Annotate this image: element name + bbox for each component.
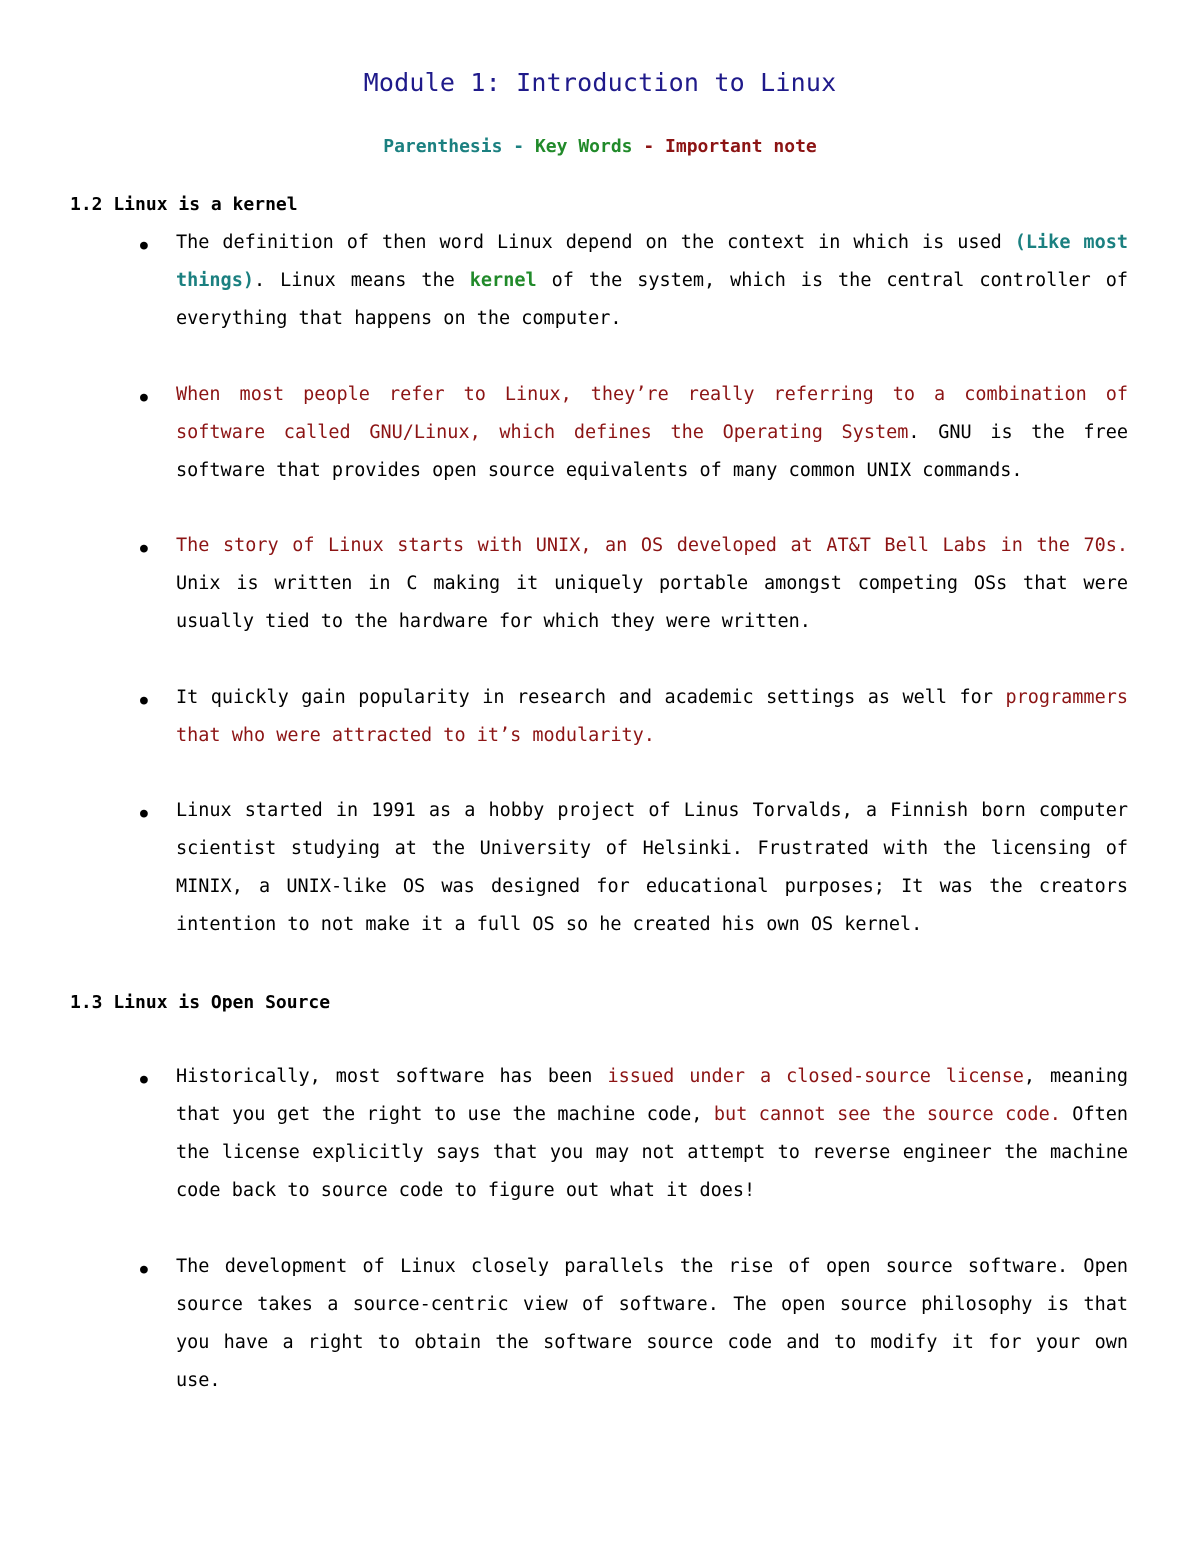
text-run: The development of Linux closely parallels the rise of open source software. Open source takes a source-centric view of software. The open source philosophy is that you have a right to obtain the software source code and to modify it for your own use.: [176, 1256, 1128, 1391]
text-run: . Linux means the: [253, 270, 470, 291]
text-run: Unix is written in C making it uniquely portable amongst competing OSs that were usually tied to the hardware for which they were written.: [176, 573, 1128, 632]
section-heading-1-2: 1.2 Linux is a kernel: [70, 194, 298, 215]
bullet-icon: ●: [140, 390, 148, 405]
text-run: It quickly gain popularity in research and academic settings as well for: [176, 687, 1006, 708]
bullet-icon: ●: [140, 693, 148, 708]
list-item: [176, 376, 1128, 490]
list-item: [176, 527, 1128, 641]
important-note-run: The story of Linux starts with UNIX, an OS developed at AT&T Bell Labs in the 70s.: [176, 535, 1128, 556]
list-item: [176, 1248, 1128, 1400]
legend-separator: -: [632, 136, 666, 157]
text-run: , meaning that you get the right to use the machine code,: [176, 1066, 1128, 1125]
legend-important-note: Important note: [665, 136, 817, 157]
text-run: Historically, most software has been: [176, 1066, 608, 1087]
list-item: [176, 224, 1128, 338]
bullet-icon: ●: [140, 806, 148, 821]
key-word-run: kernel: [469, 270, 537, 291]
legend-separator: -: [502, 136, 535, 157]
color-legend: [0, 136, 1200, 157]
important-note-run: programmers that who were attracted to it’s modularity.: [176, 687, 1128, 746]
text-run: . GNU is the free software that provides open source equivalents of many common UNIX commands.: [176, 422, 1128, 481]
text-run: Linux started in 1991 as a hobby project of Linus Torvalds, a Finnish born computer scientist studying at the University of Helsinki. Frustrated with the licensing of MINIX, a UNIX-like OS was designed for educational purposes; It was the creators intention to not make it a full OS so he created his own OS kernel.: [176, 800, 1128, 935]
section-heading-1-3: 1.3 Linux is Open Source: [70, 992, 331, 1013]
text-run: The definition of then word Linux depend on the context in which is used: [176, 232, 1015, 253]
list-item: [176, 679, 1128, 755]
important-note-run: but cannot see the source code.: [713, 1104, 1061, 1125]
list-item: [176, 1058, 1128, 1210]
legend-parenthesis: Parenthesis: [383, 136, 503, 157]
bullet-icon: ●: [140, 1262, 148, 1277]
bullet-icon: ●: [140, 541, 148, 556]
bullet-icon: ●: [140, 1072, 148, 1087]
important-note-run: issued under a closed-source license: [607, 1066, 1024, 1087]
document-title: Module 1: Introduction to Linux: [363, 68, 837, 97]
text-run: of the system, which is the central controller of everything that happens on the computer.: [176, 270, 1128, 329]
text-run: Often the license explicitly says that you may not attempt to reverse engineer the machine code back to source code to figure out what it does!: [176, 1104, 1129, 1201]
bullet-icon: ●: [140, 238, 148, 253]
list-item: [176, 792, 1128, 944]
legend-key-words: Key Words: [534, 136, 633, 157]
parenthesis-run: (Like most things): [176, 232, 1128, 291]
important-note-run: When most people refer to Linux, they’re really referring to a combination of software called GNU/Linux, which defines the Operating System: [176, 384, 1128, 443]
